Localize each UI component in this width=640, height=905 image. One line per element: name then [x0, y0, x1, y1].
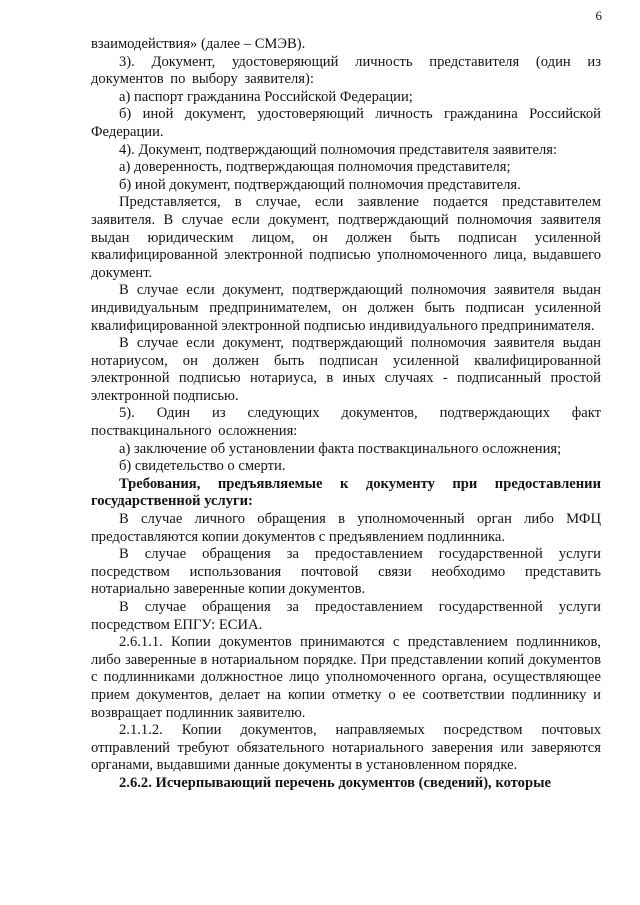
paragraph: 2.1.1.2. Копии документов, направляемых посредством почтовых отправлений требуют обязательного нотариального заверения или заверяются органами, выдавшими данные документы в установленном порядке. [91, 722, 601, 774]
paragraph: Представляется, в случае, если заявление подается представителем заявителя. В случае если документ, подтверждающий полномочия заявителя выдан юридическим лицом, он должен быть подписан усиленной квалифицированной электронной подписью уполномоченного лица, выдавшего документ. [91, 194, 601, 281]
list-item: а) паспорт гражданина Российской Федерации; [119, 88, 413, 105]
paragraph: В случае если документ, подтверждающий полномочия заявителя выдан индивидуальным предпринимателем, он должен быть подписан усиленной квалифицированной электронной подписью индивидуального предпринимателя. [91, 282, 601, 334]
list-item: а) доверенность, подтверждающая полномочия представителя; [119, 159, 511, 176]
paragraph: 3). Документ, удостоверяющий личность представителя (один из документов по выбору заявителя): [91, 53, 601, 88]
paragraph: 2.6.1.1. Копии документов принимаются с представлением подлинников, либо заверенные в нотариальном порядке. При представлении копий документов с подлинниками должностное лицо уполномоченного органа, осуществляющее прием документов, делает на копии отметку о ее соответствии подлиннику и возвращает подлинник заявителю. [91, 634, 601, 721]
page-number: 6 [595, 8, 602, 23]
paragraph: В случае обращения за предоставлением государственной услуги посредством ЕПГУ: ЕСИА. [91, 599, 601, 633]
paragraph: взаимодействия» (далее – СМЭВ). [91, 36, 306, 52]
section-heading: 2.6.2. Исчерпывающий перечень документов (сведений), которые [119, 774, 551, 791]
paragraph: В случае если документ, подтверждающий полномочия заявителя выдан нотариусом, он должен быть подписан усиленной квалифицированной электронной подписью нотариуса, в иных случаях - подписанный простой электронной подписью. [91, 335, 601, 404]
list-item: б) иной документ, подтверждающий полномочия представителя. [119, 176, 521, 193]
paragraph: В случае обращения за предоставлением государственной услуги посредством использования почтовой связи необходимо представить нотариально заверенные копии документов. [91, 546, 601, 598]
document-body [91, 36, 601, 793]
paragraph: 4). Документ, подтверждающий полномочия представителя заявителя: [119, 141, 558, 158]
paragraph: В случае личного обращения в уполномоченный орган либо МФЦ предоставляются копии документов с предъявлением подлинника. [91, 511, 601, 545]
list-item: б) свидетельство о смерти. [119, 458, 286, 475]
list-item: а) заключение об установлении факта поствакцинального осложнения; [119, 440, 562, 457]
section-heading: Требования, предъявляемые к документу при предоставлении государственной услуги: [91, 475, 601, 510]
list-item: б) иной документ, удостоверяющий личность гражданина Российской Федерации. [91, 106, 601, 140]
paragraph: 5). Один из следующих документов, подтверждающих факт поствакцинального осложнения: [91, 405, 601, 440]
